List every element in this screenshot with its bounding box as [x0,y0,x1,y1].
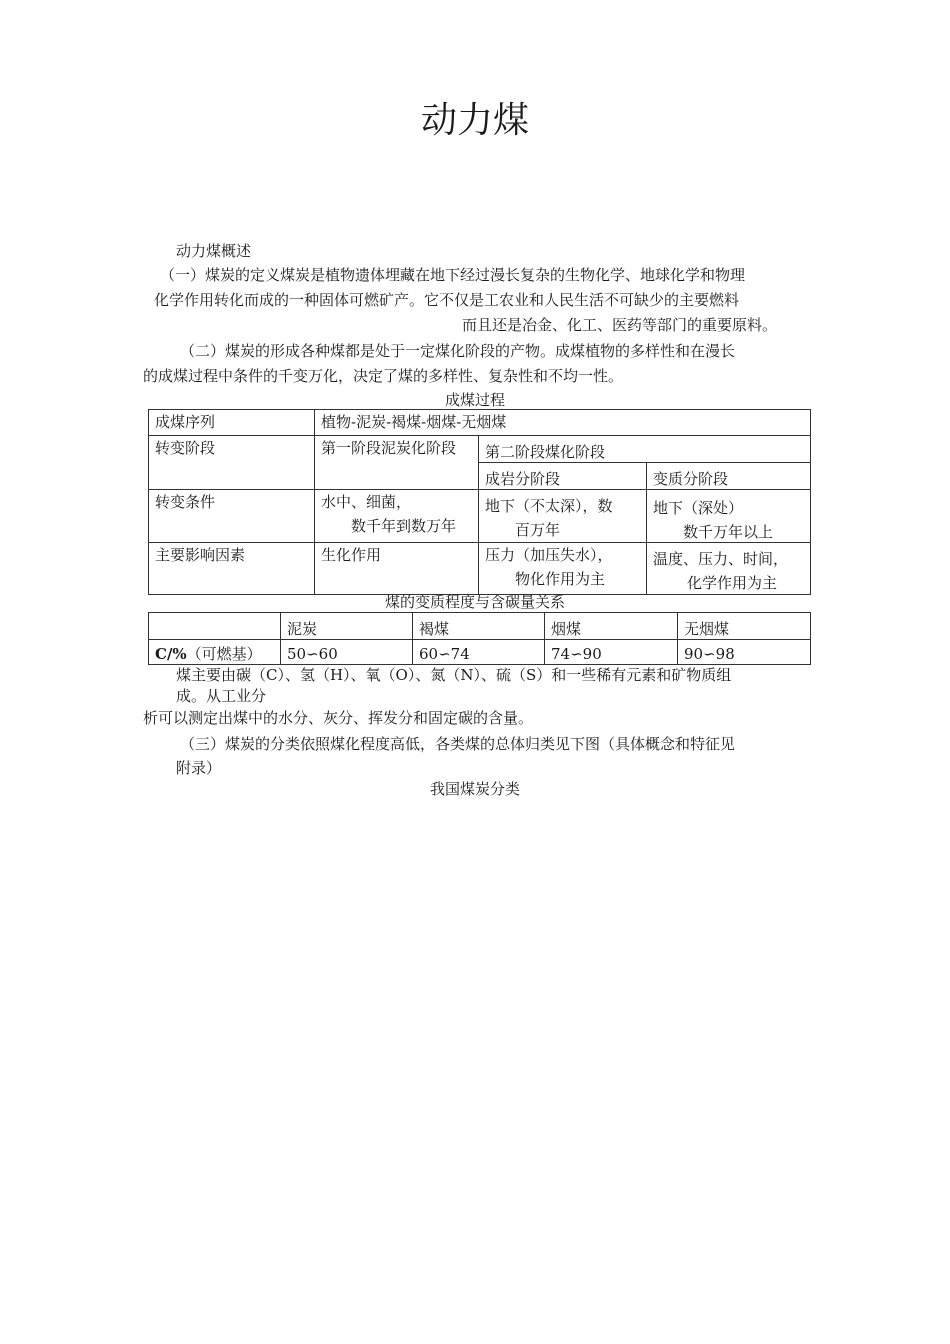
table-header-cell: 泥炭 [281,613,413,640]
para3-line1: 煤主要由碳（C）、氢（H）、氧（O）、氮（N）、硫（S）和一些稀有元素和矿物质组 [176,666,732,684]
cell-line: 数千年到数万年 [351,517,457,535]
table-row [149,543,811,595]
table-row [149,436,811,463]
overview-heading: 动力煤概述 [176,242,252,260]
table-cell: 主要影响因素 [149,543,315,595]
cell-line: 物化作用为主 [515,570,606,588]
para3-line2: 成。从工业分 [176,687,267,705]
table-header-cell: 褐煤 [413,613,545,640]
stage1-text: 第一阶段泥炭化阶段 [321,439,457,457]
table-cell: 变质分阶段 [647,463,811,490]
para4-line1: （三）煤炭的分类依照煤化程度高低，各类煤的总体归类见下图（具体概念和特征见 [180,735,736,753]
para2-line2: 的成煤过程中条件的千变万化，决定了煤的多样性、复杂性和不均一性。 [143,367,624,385]
basis-label: （可燃基） [186,645,262,663]
carbon-label: C/% [155,645,187,663]
cell-line: 温度、压力、时间， [653,550,789,568]
cell-line: 化学作用为主 [687,574,778,592]
table-cell [647,543,811,595]
para4-line2: 附录） [176,759,222,777]
table-header-cell: 无烟煤 [678,613,811,640]
figure-caption: 我国煤炭分类 [429,780,520,798]
table-cell: 转变阶段 [149,436,315,490]
table-cell [315,490,479,543]
cell-line: 数千万年以上 [683,523,774,541]
table1-caption: 成煤过程 [444,391,505,409]
table-cell: 成煤序列 [149,410,315,436]
table-cell: 植物-泥炭-褐煤-烟煤-无烟煤 [315,410,811,436]
cell-line: 地下（不太深），数 [485,497,613,515]
table-header-cell: 烟煤 [545,613,678,640]
table-cell: 50∽60 [281,640,413,665]
table-row [149,490,811,543]
table-row [149,640,811,665]
para1-line2: 化学作用转化而成的一种固体可燃矿产。它不仅是工农业和人民生活不可缺少的主要燃料 [154,291,740,309]
cell-line: 地下（深处） [653,499,744,517]
para1-line1: （一）煤炭的定义煤炭是植物遗体埋藏在地下经过漫长复杂的生物化学、地球化学和物理 [160,266,746,284]
table2-caption: 煤的变质程度与含碳量关系 [384,593,565,611]
table-cell [149,640,281,665]
table-cell: 74∽90 [545,640,678,665]
table-row [149,613,811,640]
table-cell [647,490,811,543]
para2-line1: （二）煤炭的形成各种煤都是处于一定煤化阶段的产物。成煤植物的多样性和在漫长 [180,342,736,360]
table-cell: 90∽98 [678,640,811,665]
coal-formation-table [148,409,811,595]
cell-line: 百万年 [515,521,561,539]
table-header-cell [149,613,281,640]
cell-wrap [321,492,472,536]
carbon-content-table [148,612,811,665]
table-cell [479,543,647,595]
table-cell: 60∽74 [413,640,545,665]
para3-line3: 析可以测定出煤中的水分、灰分、挥发分和固定碳的含量。 [143,709,534,727]
table-cell [315,436,479,490]
para1-line3: 而且还是冶金、化工、医药等部门的重要原料。 [462,316,778,334]
table-cell: 成岩分阶段 [479,463,647,490]
table-cell: 生化作用 [315,543,479,595]
cell-line: 水中、细菌， [321,493,412,511]
table-row [149,410,811,436]
table-cell [479,490,647,543]
page-title: 动力煤 [420,100,529,141]
table-cell: 转变条件 [149,490,315,543]
cell-line: 压力（加压失水）， [485,546,613,564]
table-cell: 第二阶段煤化阶段 [479,436,811,463]
